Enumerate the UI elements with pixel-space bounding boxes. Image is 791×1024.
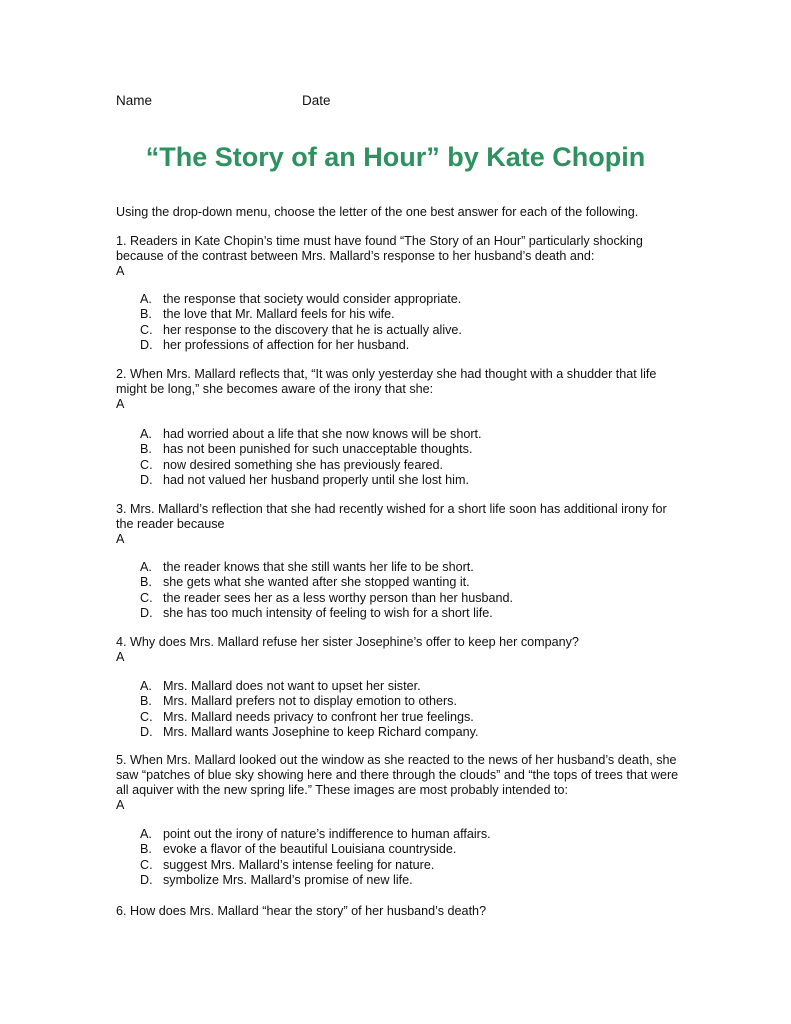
option-letter: A.	[140, 292, 152, 306]
option	[140, 606, 680, 621]
option-letter: D.	[140, 872, 153, 887]
question-text: 1. Readers in Kate Chopin’s time must have found “The Story of an Hour” particularly shocking because of the contrast between Mrs. Mallard’s response to her husband’s death and:	[116, 234, 643, 263]
option	[140, 827, 680, 842]
question-4	[116, 635, 686, 665]
option-text: the love that Mr. Mallard feels for his wife.	[163, 307, 395, 322]
option-letter: C.	[140, 590, 153, 605]
option-letter: B.	[140, 575, 152, 590]
option-text: Mrs. Mallard wants Josephine to keep Richard company.	[163, 724, 479, 739]
option	[140, 442, 680, 457]
option-letter: C.	[140, 457, 153, 472]
question-3	[116, 502, 686, 547]
option-letter: B.	[140, 842, 152, 857]
question-text: 6. How does Mrs. Mallard “hear the story” of her husband’s death?	[116, 904, 487, 918]
answer-dropdown[interactable]: A	[116, 264, 125, 278]
question-1	[116, 234, 686, 279]
option	[140, 858, 680, 873]
option-text: the reader sees her as a less worthy person than her husband.	[163, 590, 514, 605]
option-text: evoke a flavor of the beautiful Louisiana countryside.	[163, 842, 457, 857]
question-6	[116, 904, 686, 919]
option-text: point out the irony of nature’s indifference to human affairs.	[163, 827, 491, 841]
option-text: symbolize Mrs. Mallard’s promise of new life.	[163, 872, 413, 887]
option	[140, 679, 680, 694]
option-letter: A.	[140, 427, 152, 441]
option	[140, 725, 680, 740]
question-2	[116, 367, 686, 412]
option	[140, 560, 680, 575]
option-letter: D.	[140, 724, 153, 739]
option-text: her response to the discovery that he is actually alive.	[163, 322, 462, 337]
option	[140, 458, 680, 473]
option	[140, 323, 680, 338]
option-letter: A.	[140, 679, 152, 693]
question-text: 4. Why does Mrs. Mallard refuse her sister Josephine’s offer to keep her company?	[116, 635, 579, 649]
option-text: she has too much intensity of feeling to wish for a short life.	[163, 605, 493, 620]
question-text: 5. When Mrs. Mallard looked out the window as she reacted to the news of her husband’s death, she saw “patches of blue sky showing here and there through the clouds” and “the tops of trees that were all aquiver with the new spring life.” These images are most probably intended to:	[116, 753, 679, 797]
option	[140, 591, 680, 606]
options-4	[140, 679, 680, 740]
option	[140, 427, 680, 442]
option-text: the reader knows that she still wants her life to be short.	[163, 560, 474, 574]
option-text: the response that society would consider appropriate.	[163, 292, 462, 306]
options-3	[140, 560, 680, 621]
option	[140, 473, 680, 488]
instructions: Using the drop-down menu, choose the letter of the one best answer for each of the following.	[116, 205, 639, 219]
option-letter: C.	[140, 857, 153, 872]
option-letter: B.	[140, 307, 152, 322]
option-text: now desired something she has previously feared.	[163, 457, 444, 472]
option	[140, 292, 680, 307]
options-1	[140, 292, 680, 353]
option	[140, 710, 680, 725]
question-5	[116, 753, 686, 813]
option-letter: D.	[140, 337, 153, 352]
page-title: “The Story of an Hour” by Kate Chopin	[145, 142, 646, 172]
option-text: Mrs. Mallard prefers not to display emotion to others.	[163, 694, 457, 709]
option-text: had not valued her husband properly until she lost him.	[163, 472, 469, 487]
option	[140, 694, 680, 709]
option-letter: A.	[140, 560, 152, 574]
answer-dropdown[interactable]: A	[116, 798, 125, 812]
option-letter: A.	[140, 827, 152, 841]
answer-dropdown[interactable]: A	[116, 397, 125, 411]
option-text: Mrs. Mallard does not want to upset her sister.	[163, 679, 421, 693]
option-letter: C.	[140, 709, 153, 724]
question-text: 2. When Mrs. Mallard reflects that, “It was only yesterday she had thought with a shudder that life might be long,” she becomes aware of the irony that she:	[116, 367, 657, 396]
option	[140, 338, 680, 353]
option-text: had worried about a life that she now knows will be short.	[163, 427, 482, 441]
option-text: has not been punished for such unacceptable thoughts.	[163, 442, 473, 457]
option	[140, 842, 680, 857]
option-letter: D.	[140, 605, 153, 620]
option-text: she gets what she wanted after she stopped wanting it.	[163, 575, 470, 590]
options-5	[140, 827, 680, 888]
option-text: Mrs. Mallard needs privacy to confront her true feelings.	[163, 709, 474, 724]
name-label: Name	[116, 93, 153, 108]
option-text: suggest Mrs. Mallard’s intense feeling for nature.	[163, 857, 435, 872]
option	[140, 575, 680, 590]
option-letter: B.	[140, 442, 152, 457]
question-text: 3. Mrs. Mallard’s reflection that she had recently wished for a short life soon has additional irony for the reader because	[116, 502, 667, 531]
option-letter: D.	[140, 472, 153, 487]
answer-dropdown[interactable]: A	[116, 650, 125, 664]
option-letter: B.	[140, 694, 152, 709]
header-line	[116, 93, 331, 108]
option-letter: C.	[140, 322, 153, 337]
options-2	[140, 427, 680, 488]
option	[140, 873, 680, 888]
option-text: her professions of affection for her husband.	[163, 337, 410, 352]
option	[140, 307, 680, 322]
date-label: Date	[302, 93, 331, 108]
answer-dropdown[interactable]: A	[116, 532, 125, 546]
